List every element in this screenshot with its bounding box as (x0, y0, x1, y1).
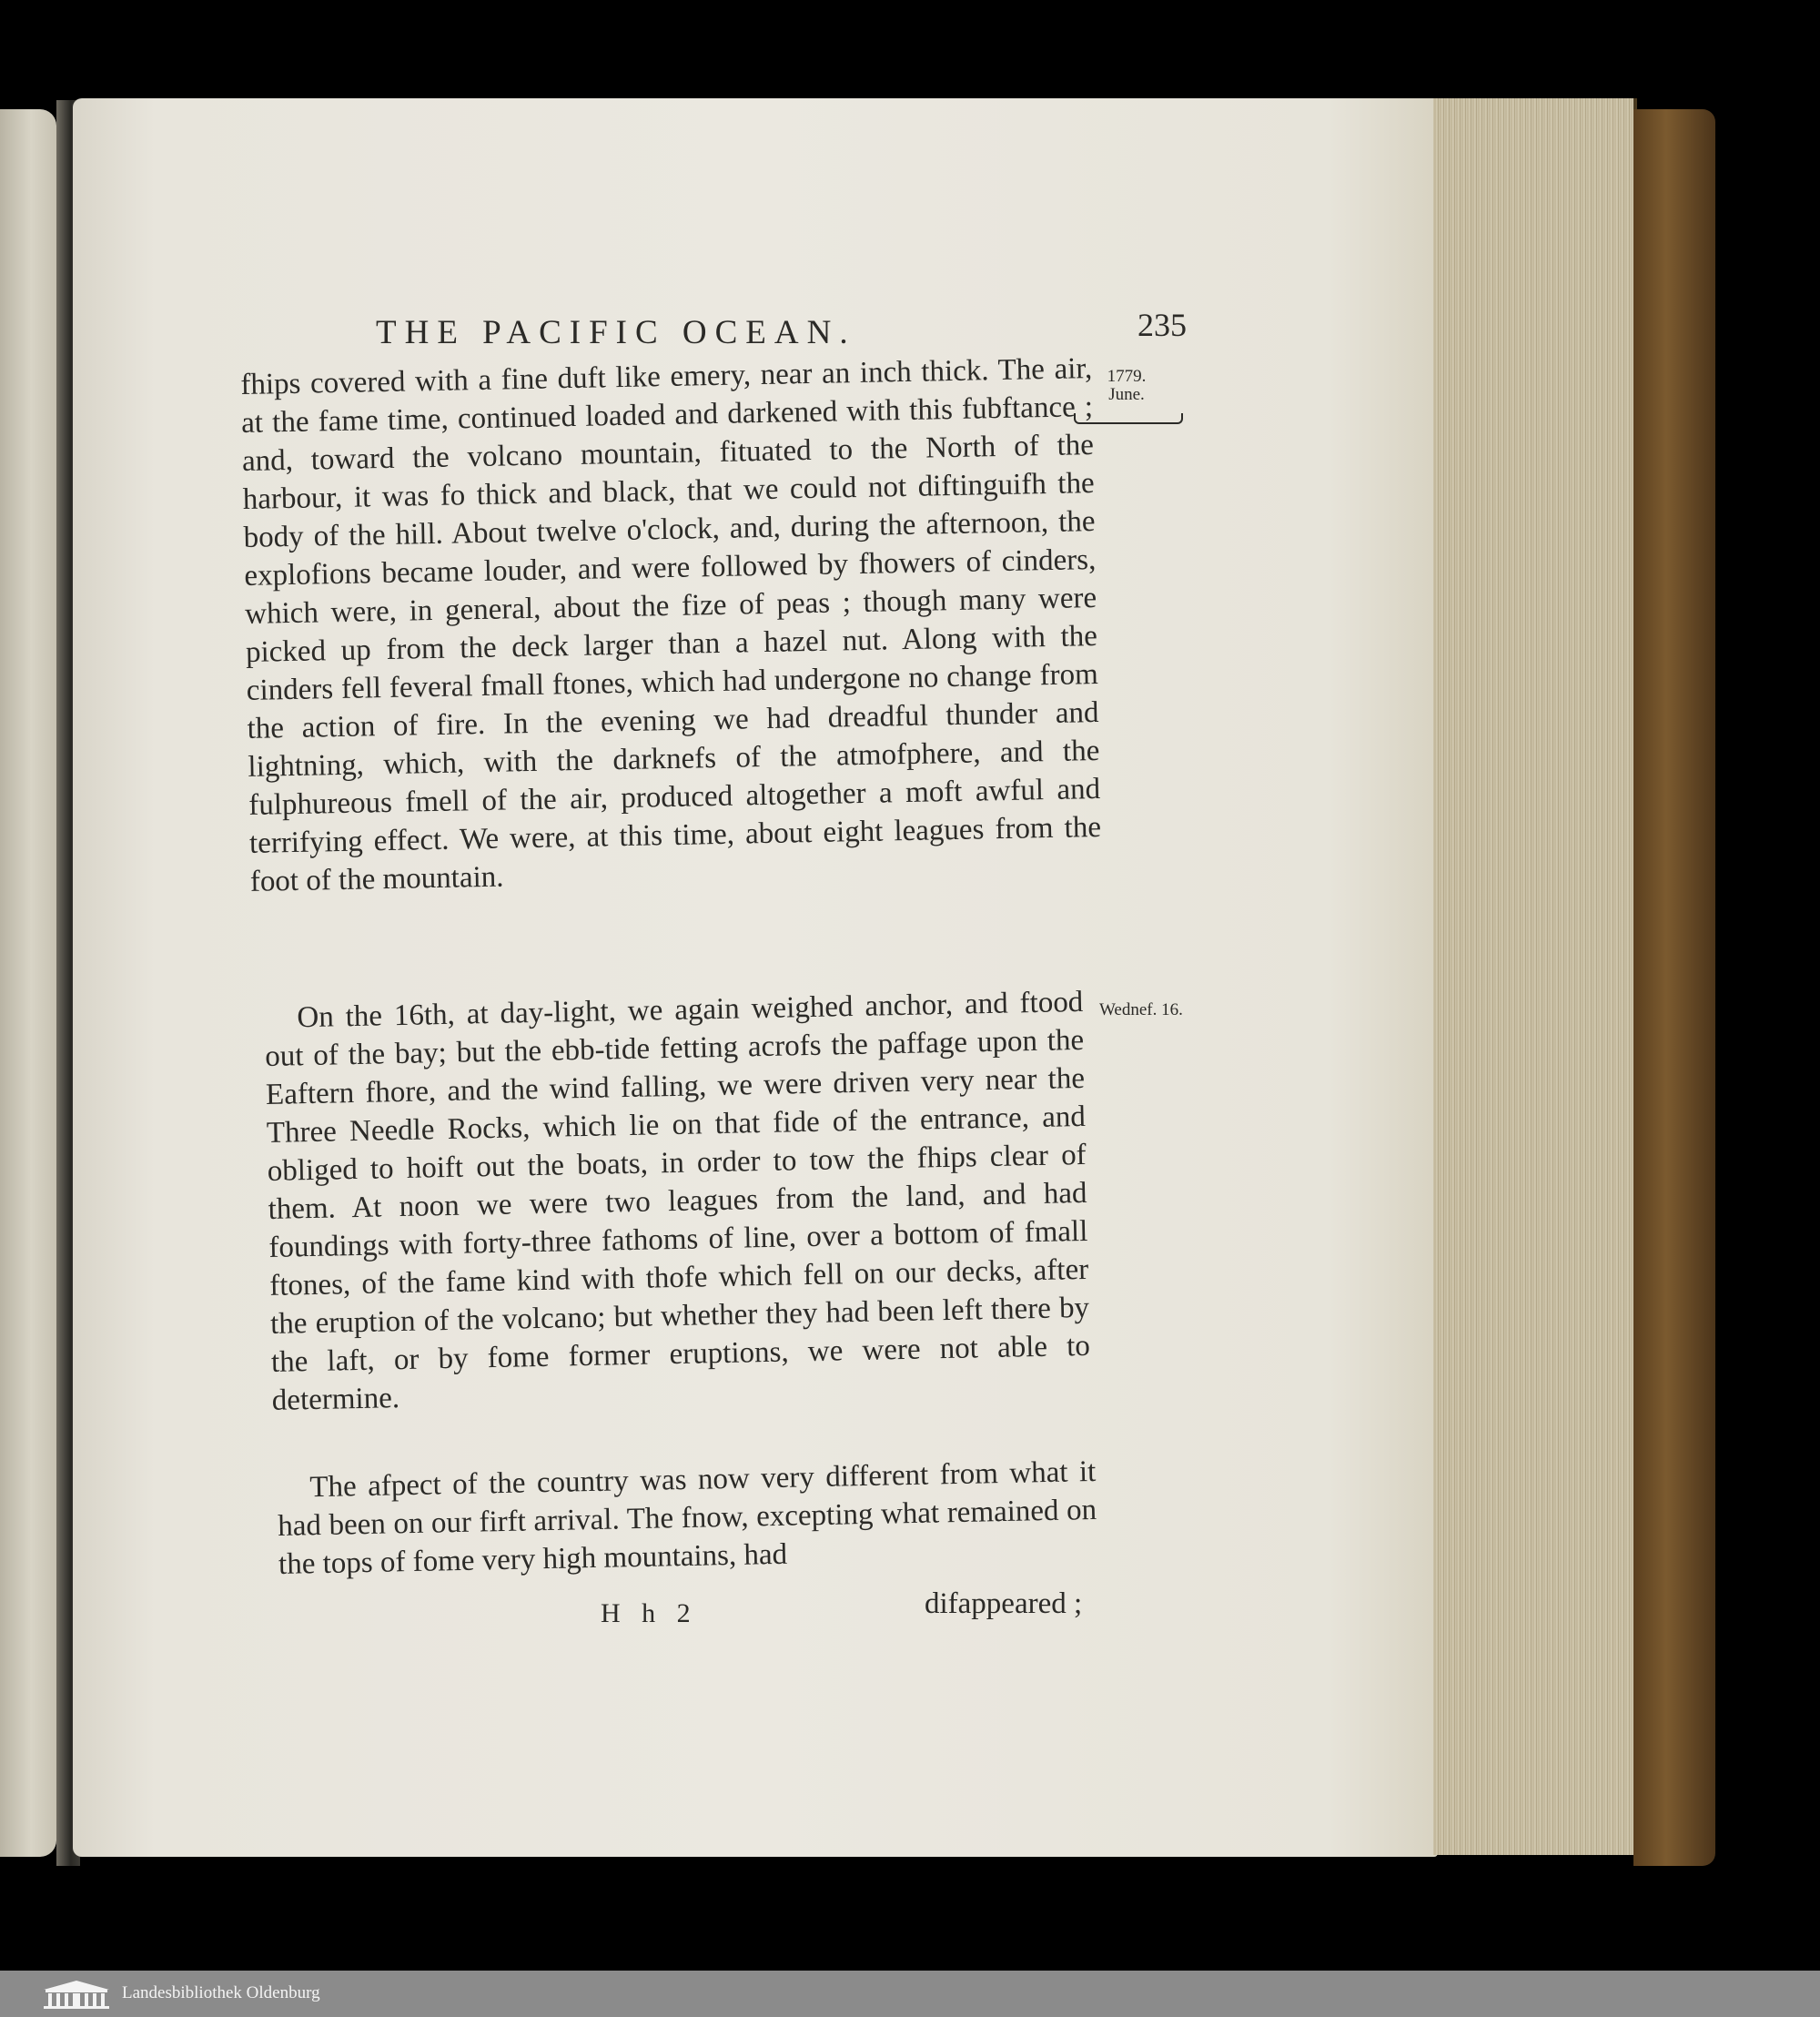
signature-mark: H h 2 (601, 1598, 698, 1628)
text-block-1 (240, 350, 1102, 917)
page-number: 235 (1138, 307, 1187, 343)
margin-month: June. (1108, 385, 1145, 404)
catchword: difappeared ; (925, 1587, 1083, 1620)
margin-year: 1779. (1107, 367, 1147, 386)
paragraph: fhips covered with a fine duft like emery, near an inch thick. The air, at the fame time, continued loaded and darkened with this fubftance ; and, toward the volcano mountain, fituated to the North of the harbour, it was fo thick and black, that we could not diftinguifh the body of the hill. About twelve o'clock, and, during the afternoon, the explofions became louder, and were followed by fhowers of cinders, which were, in general, about the fize of peas ; though many were picked up from the deck larger than a hazel nut. Along with the cinders fell feveral fmall ftones, which had undergone no change from the action of fire. In the evening we had dreadful thunder and lightning, which, with the darknefs of the atmofphere, and the fulphureous fmell of the air, produced altogether a moft awful and terrifying effect. We were, at this time, about eight leagues from the foot of the mountain. (240, 352, 1102, 898)
book-cover-edge (1633, 109, 1715, 1866)
margin-day: Wednef. 16. (1099, 1000, 1183, 1019)
page-block-edge (1433, 98, 1637, 1855)
library-building-icon (40, 1979, 113, 2010)
running-head: THE PACIFIC OCEAN. (376, 314, 856, 351)
text-block-2 (264, 983, 1091, 1436)
library-name: Landesbibliothek Oldenburg (122, 1983, 320, 2002)
text-block-3 (277, 1453, 1098, 1600)
paragraph: On the 16th, at day-light, we again weighed anchor, and ftood out of the bay; but the ebb-tide fetting acrofs the paffage upon the Eaftern fhore, and the wind falling, we were driven very near the Three Needle Rocks, which lie on that fide of the entrance, and obliged to hoift out the boats, in order to tow the fhips clear of them. At noon we were two leagues from the land, and had foundings with forty-three fathoms of line, over a bottom of fmall ftones, of the fame kind with thofe which fell on our decks, after the eruption of the volcano; but whether they had been left there by the laft, or by fome former eruptions, we were not able to determine. (264, 985, 1091, 1417)
left-page-edge (0, 109, 56, 1857)
paragraph: The afpect of the country was now very different from what it had been on our firft arrival. The fnow, excepting what remained on the tops of fome very high mountains, had (277, 1454, 1097, 1581)
footer-bar (0, 1971, 1820, 2017)
